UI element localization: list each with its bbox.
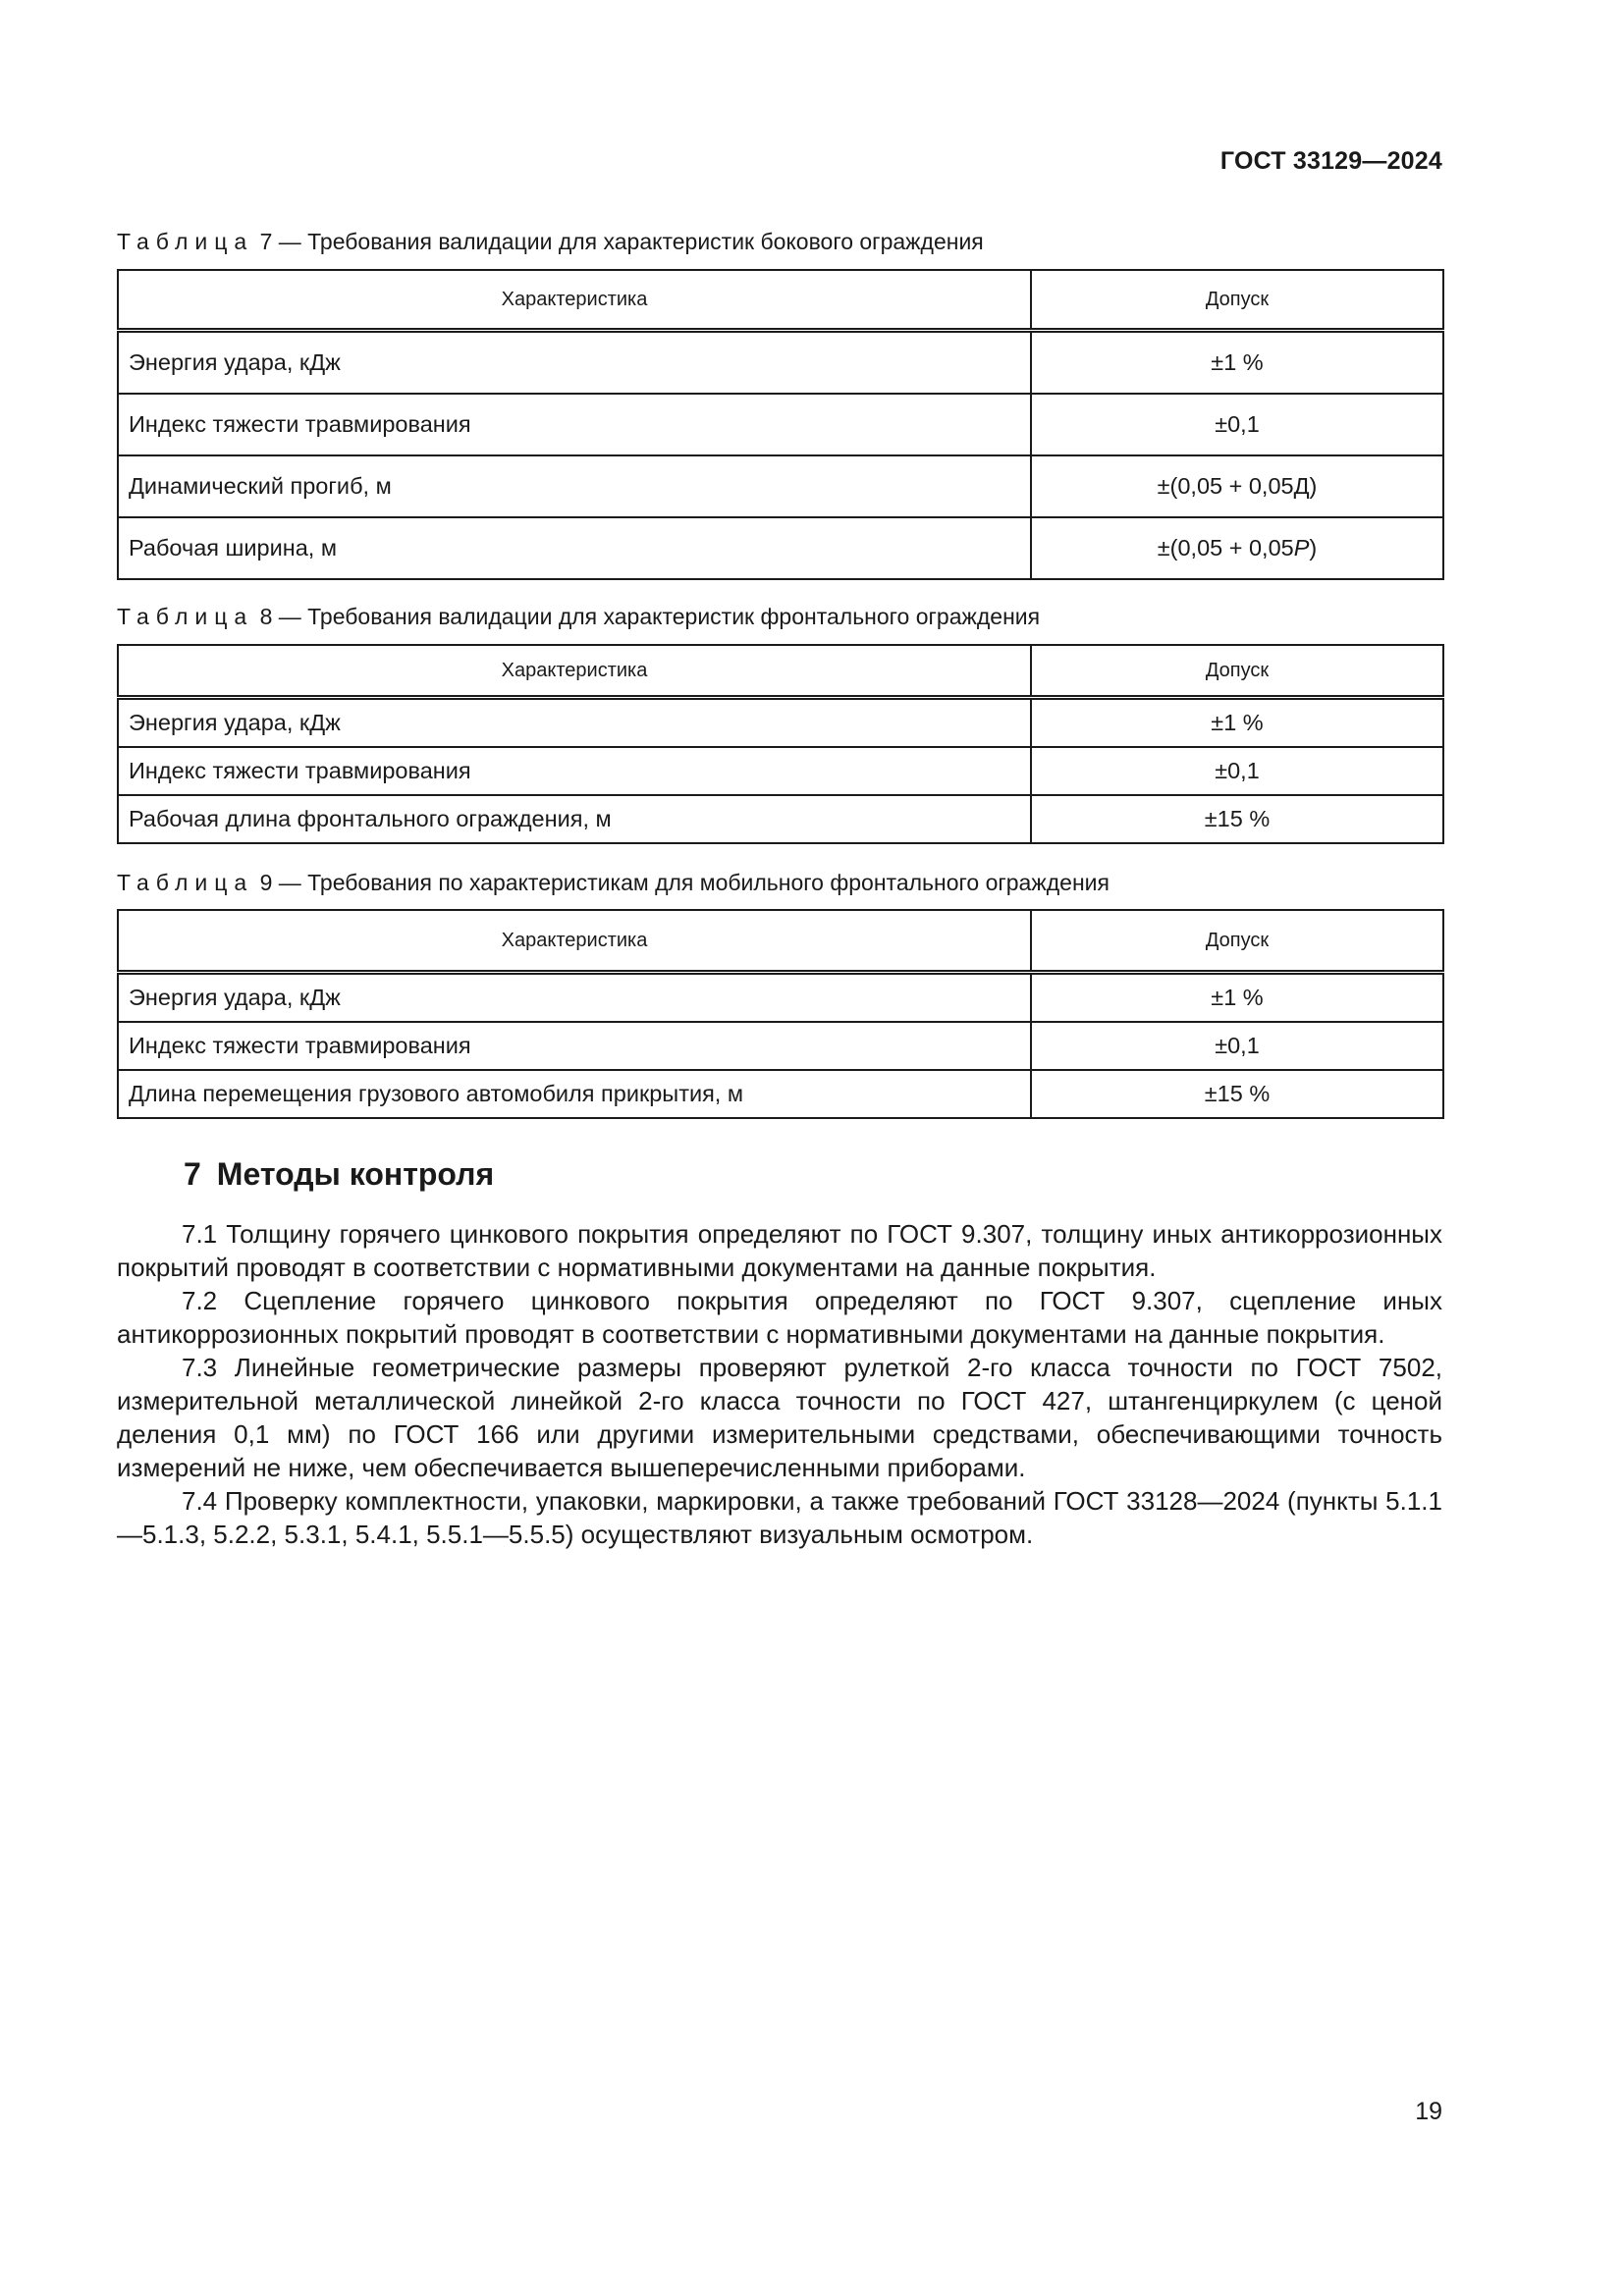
table-8: [117, 644, 1444, 844]
table-caption-word: Таблица: [117, 604, 254, 629]
header-characteristic: Характеристика: [118, 270, 1031, 331]
tolerance-cell: ±0,1: [1031, 394, 1443, 455]
section-heading: [184, 1156, 494, 1193]
paragraph-7-4: 7.4 Проверку комплектности, упаковки, маркировки, а также требований ГОСТ 33128—2024 (пункты 5.1.1—5.1.3, 5.2.2, 5.3.1, 5.4.1, 5.5.1—5.5.5) осуществляют визуальным осмотром.: [117, 1486, 1442, 1549]
tolerance-cell: ±0,1: [1031, 1022, 1443, 1070]
section-body: [117, 1217, 1442, 1551]
characteristic-cell: Индекс тяжести травмирования: [118, 1022, 1031, 1070]
table-caption-word: Таблица: [117, 870, 254, 895]
header-tolerance: Допуск: [1031, 645, 1443, 698]
document-code: ГОСТ 33129—2024: [1219, 147, 1442, 175]
tolerance-cell: ±0,1: [1031, 747, 1443, 795]
characteristic-cell: Энергия удара, кДж: [118, 698, 1031, 748]
characteristic-cell: Рабочая ширина, м: [118, 517, 1031, 579]
tolerance-cell: ±15 %: [1031, 795, 1443, 843]
characteristic-cell: Индекс тяжести травмирования: [118, 394, 1031, 455]
header-characteristic: Характеристика: [118, 910, 1031, 973]
table-row: [118, 973, 1443, 1023]
table-row: [118, 747, 1443, 795]
tolerance-cell: ±1 %: [1031, 973, 1443, 1023]
table-row: [118, 394, 1443, 455]
paragraph-7-3: 7.3 Линейные геометрические размеры проверяют рулеткой 2-го класса точности по ГОСТ 7502, измерительной металлической линейкой 2-го класса точности по ГОСТ 427, штангенциркулем (с ценой деления 0,1 мм) по ГОСТ 166 или другими измерительными средствами, обеспечивающими точность измерений не ниже, чем обеспечивается вышеперечисленными приборами.: [117, 1353, 1442, 1482]
characteristic-cell: Рабочая длина фронтального ограждения, м: [118, 795, 1031, 843]
table-header-row: [118, 910, 1443, 973]
section-number: 7: [184, 1156, 201, 1192]
characteristic-cell: Энергия удара, кДж: [118, 331, 1031, 395]
characteristic-cell: Длина перемещения грузового автомобиля прикрытия, м: [118, 1070, 1031, 1118]
tolerance-formula-variable: P: [1293, 535, 1310, 561]
table-caption-word: Таблица: [117, 229, 254, 254]
table-7-caption: [117, 229, 984, 255]
table-header-row: [118, 645, 1443, 698]
header-tolerance: Допуск: [1031, 910, 1443, 973]
table-row: [118, 331, 1443, 395]
table-8-caption: [117, 604, 1040, 630]
page-number: 19: [1415, 2098, 1442, 2125]
characteristic-cell: Энергия удара, кДж: [118, 973, 1031, 1023]
tolerance-formula-end: ): [1309, 535, 1318, 561]
table-row: [118, 698, 1443, 748]
tolerance-cell: ±1 %: [1031, 698, 1443, 748]
table-9-caption: [117, 870, 1110, 896]
table-header-row: [118, 270, 1443, 331]
table-row: [118, 517, 1443, 579]
paragraph-7-2: 7.2 Сцепление горячего цинкового покрытия определяют по ГОСТ 9.307, сцепление иных антикоррозионных покрытий проводят в соответствии с нормативными документами на данные покрытия.: [117, 1286, 1442, 1349]
header-tolerance: Допуск: [1031, 270, 1443, 331]
tolerance-cell: ±(0,05 + 0,05Д): [1031, 455, 1443, 517]
tolerance-cell: ±15 %: [1031, 1070, 1443, 1118]
tolerance-formula-part: ±(0,05 + 0,05: [1157, 535, 1294, 561]
section-title: Методы контроля: [216, 1156, 495, 1192]
table-caption-text: 8 — Требования валидации для характеристик фронтального ограждения: [259, 604, 1041, 629]
table-row: [118, 795, 1443, 843]
table-row: [118, 1070, 1443, 1118]
header-characteristic: Характеристика: [118, 645, 1031, 698]
tolerance-cell: ±1 %: [1031, 331, 1443, 395]
paragraph-7-1: 7.1 Толщину горячего цинкового покрытия определяют по ГОСТ 9.307, толщину иных антикоррозионных покрытий проводят в соответствии с нормативными документами на данные покрытия.: [117, 1219, 1442, 1282]
table-caption-text: 9 — Требования по характеристикам для мобильного фронтального ограждения: [259, 870, 1110, 895]
table-caption-text: 7 — Требования валидации для характеристик бокового ограждения: [259, 229, 984, 254]
table-7: [117, 269, 1444, 580]
characteristic-cell: Динамический прогиб, м: [118, 455, 1031, 517]
tolerance-cell: [1031, 517, 1443, 579]
characteristic-cell: Индекс тяжести травмирования: [118, 747, 1031, 795]
table-9: [117, 909, 1444, 1119]
table-row: [118, 1022, 1443, 1070]
table-row: [118, 455, 1443, 517]
